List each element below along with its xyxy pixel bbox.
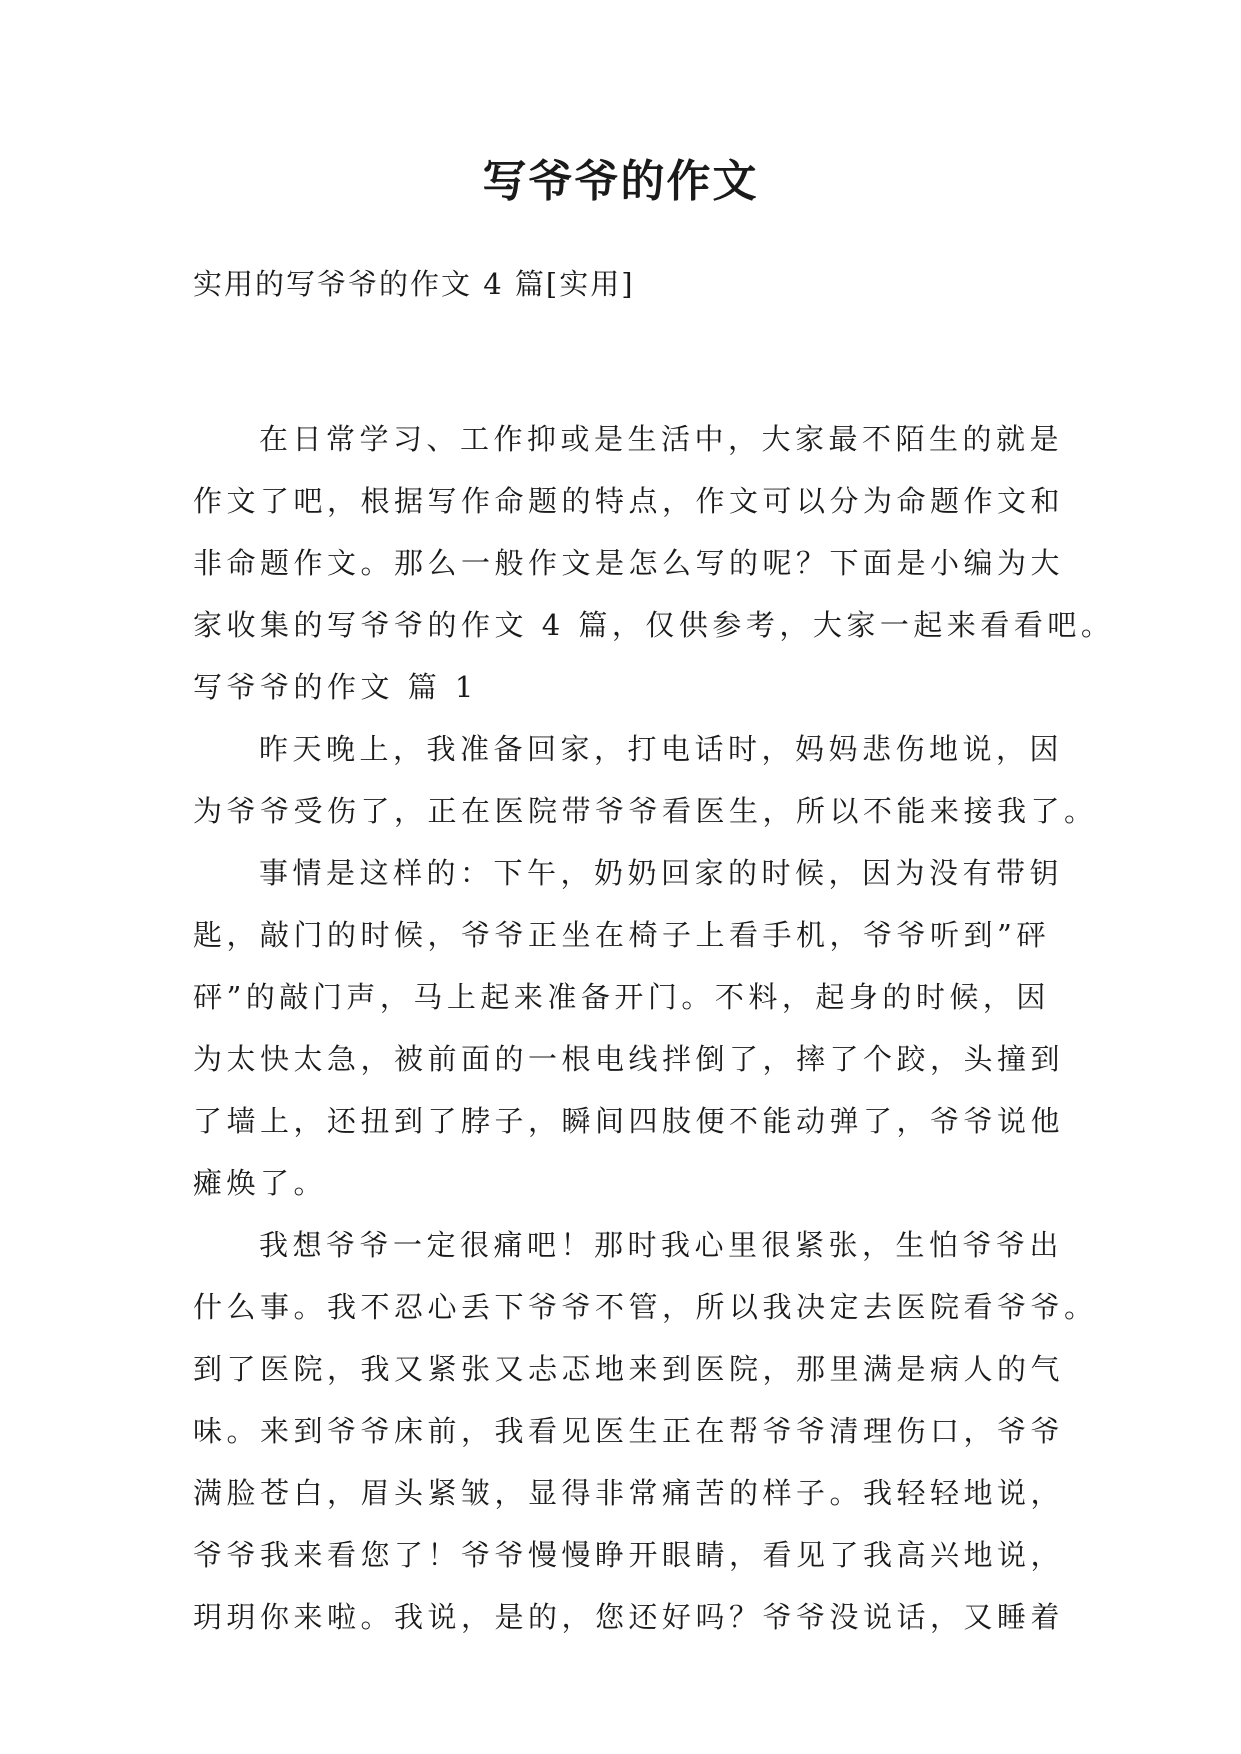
paragraph-line: 家收集的写爷爷的作文 4 篇，仅供参考，大家一起来看看吧。 [193,608,1115,642]
paragraph-line: 昨天晚上，我准备回家，打电话时，妈妈悲伤地说，因 [259,732,1064,766]
paragraph-line: 非命题作文。那么一般作文是怎么写的呢？下面是小编为大 [193,546,1065,580]
paragraph-line: 为太快太急，被前面的一根电线拌倒了，摔了个跤，头撞到 [193,1042,1065,1076]
paragraph-line: 爷爷我来看您了！爷爷慢慢睁开眼睛，看见了我高兴地说， [193,1538,1065,1572]
paragraph-line: 为爷爷受伤了，正在医院带爷爷看医生，所以不能来接我了。 [193,794,1098,828]
paragraph-line: 作文了吧，根据写作命题的特点，作文可以分为命题作文和 [193,484,1065,518]
paragraph-line: 事情是这样的：下午，奶奶回家的时候，因为没有带钥 [259,856,1064,890]
paragraph-line: 我想爷爷一定很痛吧！那时我心里很紧张，生怕爷爷出 [259,1228,1064,1262]
paragraph-line: 玥玥你来啦。我说，是的，您还好吗？爷爷没说话，又睡着 [193,1600,1065,1634]
paragraph-line: 瘫焕了。 [193,1166,328,1200]
page-title: 写爷爷的作文 [482,156,759,207]
body-text [193,408,1115,1648]
section-heading: 写爷爷的作文 篇 1 [193,670,478,704]
paragraph-line: 满脸苍白，眉头紧皱，显得非常痛苦的样子。我轻轻地说， [193,1476,1065,1510]
paragraph-line: 什么事。我不忍心丢下爷爷不管，所以我决定去医院看爷爷。 [193,1290,1098,1324]
paragraph-line: 在日常学习、工作抑或是生活中，大家最不陌生的就是 [259,422,1064,456]
paragraph-line: 砰”的敲门声，马上起来准备开门。不料，起身的时候，因 [193,980,1050,1014]
document-subtitle: 实用的写爷爷的作文 4 篇[实用] [193,267,635,301]
paragraph-line: 到了医院，我又紧张又忐忑地来到医院，那里满是病人的气 [193,1352,1065,1386]
paragraph-line: 匙，敲门的时候，爷爷正坐在椅子上看手机，爷爷听到”砰 [193,918,1050,952]
paragraph-line: 了墙上，还扭到了脖子，瞬间四肢便不能动弹了，爷爷说他 [193,1104,1065,1138]
paragraph-line: 味。来到爷爷床前，我看见医生正在帮爷爷清理伤口，爷爷 [193,1414,1065,1448]
